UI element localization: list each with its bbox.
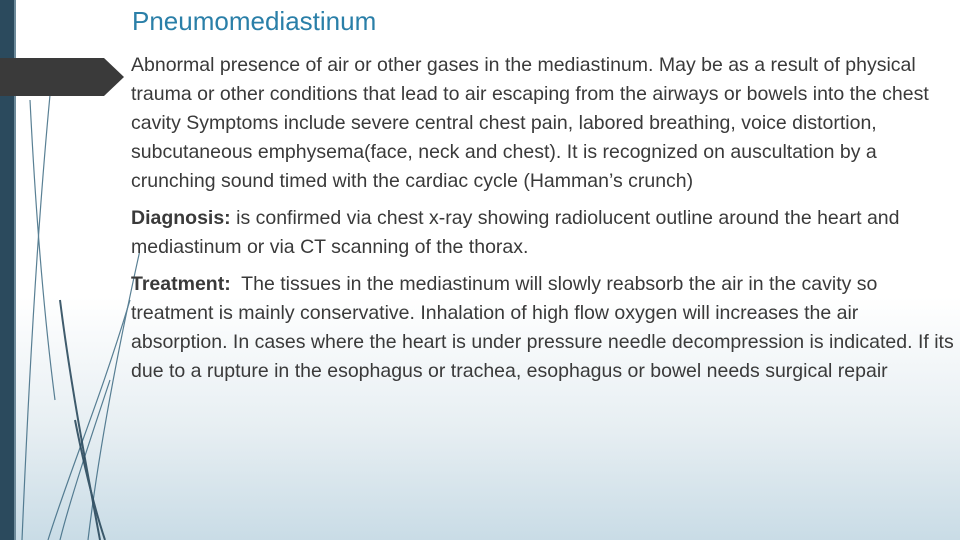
arrow-shape-icon xyxy=(0,58,124,96)
diagnosis-label: Diagnosis: xyxy=(131,207,231,229)
definition-paragraph: Abnormal presence of air or other gases in the mediastinum. May be as a result of physical trauma or other conditions that lead to air escaping from the airways or bowels into the chest cavity Symptoms include severe central chest pain, labored breathing, voice distortion, subcutaneous emphysema(face, neck and chest). It is recognized on auscultation by a crunching sound timed with the cardiac cycle (Hamman’s crunch) xyxy=(131,54,929,192)
diagnosis-paragraph xyxy=(131,204,956,262)
treatment-paragraph xyxy=(131,270,960,386)
slide-title: Pneumomediastinum xyxy=(132,6,377,36)
diagnosis-text: is confirmed via chest x-ray showing radiolucent outline around the heart and mediastinum or via CT scanning of the thorax. xyxy=(131,207,900,258)
treatment-text: The tissues in the mediastinum will slowly reabsorb the air in the cavity so treatment is mainly conservative. Inhalation of high flow oxygen will increases the air absorption. In cases where the heart is under pressure needle decompression is indicated. If its due to a rupture in the esophagus or trachea, esophagus or bowel needs surgical repair xyxy=(131,273,960,382)
treatment-label: Treatment: xyxy=(131,273,231,295)
slide-body xyxy=(131,51,960,394)
